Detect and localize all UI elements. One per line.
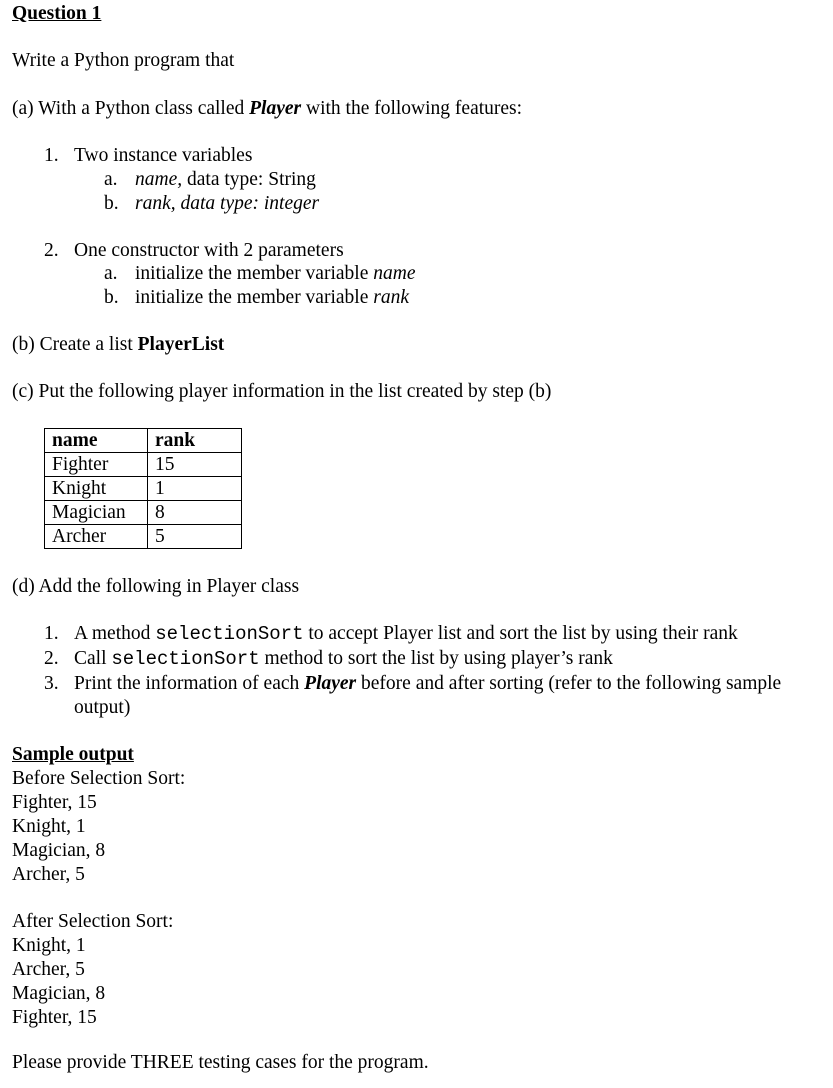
closing-text: Please provide THREE testing cases for the program. xyxy=(12,1052,429,1073)
sub-item-text: rank, data type: integer xyxy=(135,193,320,214)
output-line: Fighter, 15 xyxy=(12,792,97,813)
item-suffix: before and after sorting (refer to the following sample xyxy=(356,673,782,694)
sub-item-text xyxy=(135,288,409,308)
table-cell: 15 xyxy=(148,453,242,477)
output-line: Knight, 1 xyxy=(12,816,86,837)
table-cell: Knight xyxy=(45,477,148,501)
item-suffix: to accept Player list and sort the list by using their rank xyxy=(303,623,738,644)
list-item-text xyxy=(74,624,738,644)
sub-letter: a. xyxy=(104,169,118,190)
part-b-line xyxy=(12,335,224,355)
item-suffix: method to sort the list by using player’s rank xyxy=(259,648,613,669)
player-table xyxy=(44,428,242,549)
var-name: name, xyxy=(135,169,183,190)
var-type: data type: String xyxy=(182,169,316,190)
list-num: 3. xyxy=(44,673,59,694)
output-line: Knight, 1 xyxy=(12,935,86,956)
table-row xyxy=(45,525,242,549)
list-item-text xyxy=(74,674,781,694)
list-num: 1. xyxy=(44,623,59,644)
output-line: Fighter, 15 xyxy=(12,1007,97,1028)
method-name: selectionSort xyxy=(155,623,304,645)
table-row xyxy=(45,453,242,477)
part-b-prefix: (b) Create a list xyxy=(12,334,138,355)
part-a-prefix: (a) With a Python class called xyxy=(12,98,250,119)
part-c-line: (c) Put the following player information in the list created by step (b) xyxy=(12,381,552,402)
part-a-line xyxy=(12,99,522,119)
method-name: selectionSort xyxy=(111,648,260,670)
list-item-text xyxy=(74,649,613,669)
list-num: 2. xyxy=(44,648,59,669)
list-item-text: One constructor with 2 parameters xyxy=(74,240,344,261)
intro-text: Write a Python program that xyxy=(12,50,235,71)
item-prefix: Print the information of each xyxy=(74,673,305,694)
sub-item-label: initialize the member variable xyxy=(135,263,374,284)
item-prefix: A method xyxy=(74,623,156,644)
after-label: After Selection Sort: xyxy=(12,911,174,932)
list-item-text: Two instance variables xyxy=(74,145,253,166)
table-cell: Archer xyxy=(45,525,148,549)
sub-item-text xyxy=(135,264,415,284)
table-header-name: name xyxy=(45,429,148,453)
item-prefix: Call xyxy=(74,648,112,669)
before-label: Before Selection Sort: xyxy=(12,768,186,789)
table-cell: Magician xyxy=(45,501,148,525)
var-name: name xyxy=(373,263,416,284)
table-cell: Fighter xyxy=(45,453,148,477)
table-cell: 5 xyxy=(148,525,242,549)
sub-letter: b. xyxy=(104,287,119,308)
var-rank: rank xyxy=(373,287,409,308)
list-name: PlayerList xyxy=(137,334,225,355)
table-header-rank: rank xyxy=(148,429,242,453)
table-header-row xyxy=(45,429,242,453)
part-d-heading: (d) Add the following in Player class xyxy=(12,576,300,597)
sub-letter: b. xyxy=(104,193,119,214)
table-cell: 8 xyxy=(148,501,242,525)
sample-heading: Sample output xyxy=(12,744,134,765)
list-num: 2. xyxy=(44,240,59,261)
list-item-continuation: output) xyxy=(74,697,131,718)
table-row xyxy=(45,501,242,525)
part-a-suffix: with the following features: xyxy=(301,98,523,119)
table-cell: 1 xyxy=(148,477,242,501)
output-line: Magician, 8 xyxy=(12,840,106,861)
question-title: Question 1 xyxy=(12,3,102,24)
sub-item-label: initialize the member variable xyxy=(135,287,374,308)
class-name: Player xyxy=(304,673,357,694)
sub-letter: a. xyxy=(104,263,118,284)
output-line: Archer, 5 xyxy=(12,959,85,980)
class-name: Player xyxy=(249,98,302,119)
sub-item-text xyxy=(135,170,316,190)
table-row xyxy=(45,477,242,501)
list-num: 1. xyxy=(44,145,59,166)
output-line: Magician, 8 xyxy=(12,983,106,1004)
output-line: Archer, 5 xyxy=(12,864,85,885)
